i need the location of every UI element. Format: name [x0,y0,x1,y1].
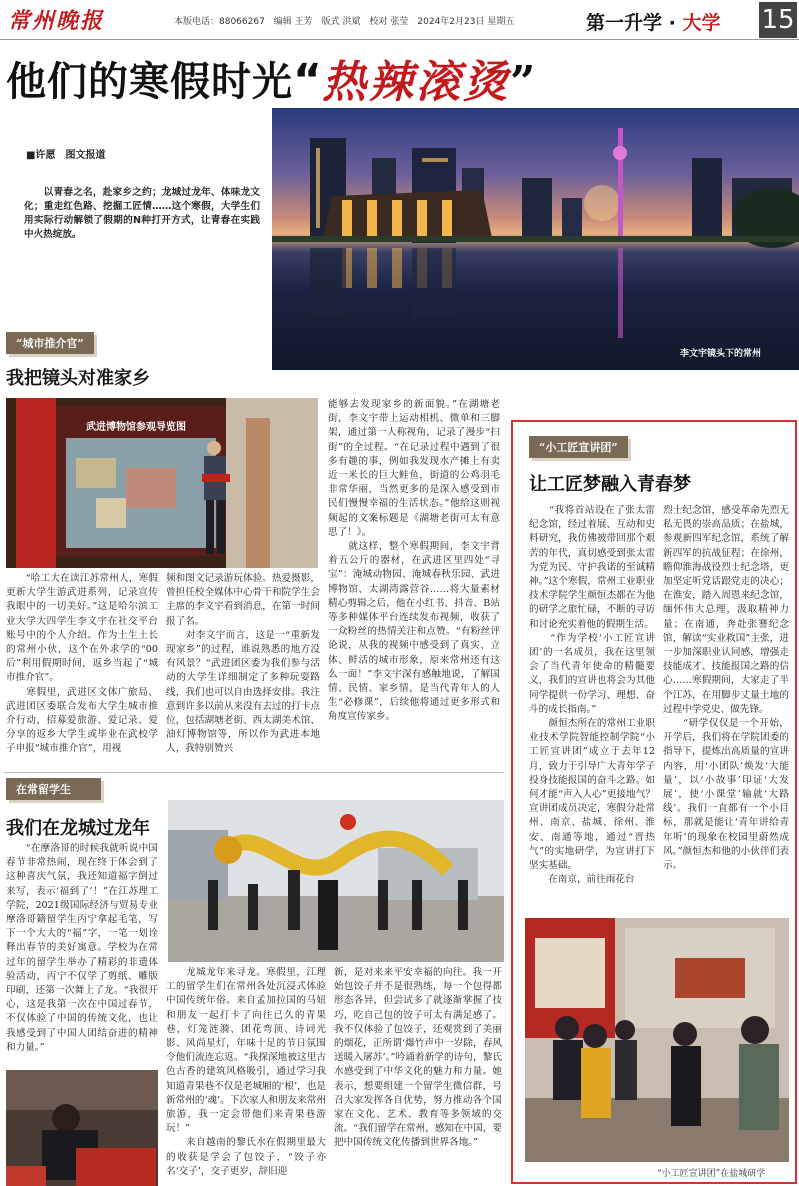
headline [6,50,323,107]
students-illustration [525,918,789,1162]
section2-col1: “在摩洛哥的时候我就听说中国春节非常热闹，现在终于体会到了这种喜庆气氛，我还知道福字倒过来写，表示‘福到了’！”在江苏理工学院，2021级国际经济与贸易专业摩洛哥籍留学生丙宁拿起毛笔，写下一个大大的“福”字，一笔一划诠释出春节的美好寓意。学校为在常过年的留学生举办了精彩的非遗体验活动，丙宁不仅学了剪纸、雕版印刷，还第一次舞上了龙。“我很开心，这是我第一次在中国过春节，不仅体验了中国的传统文化，也让我感受到了中国人团结奋进的精神和力量。” [6,843,158,1053]
section1-col3: 能够去发现家乡的新面貌。”在湖塘老街，李文宇带上运动相机、微单和三脚架，通过第一人称视角，记录了漫步“扫街”的全过程。“在记录过程中遇到了很多有趣的事，例如我发现水产摊上有卖近一米长的巨大鲑鱼，街道的公鸡羽毛非常华丽，当然更多的是深入感受到市民们慢慢幸福的生活状态。”他给这则视频起的文案标题是《湖塘老街可太有意思了！》。 就这样，整个寒假期间，李文宇背着五公斤的器材，在武进区里四处“寻宝”：淹城动物园、淹城春秋乐园、武进博物馆、太湖湾露营谷……将大量素材精心剪辑之后，他在小红书、抖音、B站等多种媒体平台连续发布视频，收获了一众粉丝的热情关注和点赞。“有粉丝评论说，从我的视频中感受到了真实、立体、鲜活的城市形象，原来常州还有这么一面！”李文宇深有感触地说，了解国情、民情、家乡情，是当代青年人的人生“必修课”，后续他将通过更多形式和角度宣传家乡。 [328,399,500,723]
headline-highlight [322,46,538,110]
section3-title: 让工匠梦融入青春梦 [529,474,691,495]
section-prefix: 第一升学 · [586,12,683,34]
students-photo-caption: “小工匠宣讲团”在盐城研学 [657,1169,766,1179]
museum-photo [6,398,318,568]
page-info: 本版电话：88066267 编辑 王芳 版式 洪斌 校对 张莹 2024年2月23日 星期五 [174,17,515,27]
skyline-illustration [272,108,799,370]
headline-open-quote: “ [293,55,323,106]
section3-tag: “小工匠宣讲团” [529,436,628,458]
section2-title: 我们在龙城过龙年 [6,818,150,839]
headline-red-text: 热辣滚烫 [322,57,510,108]
calligraphy-photo [6,1070,158,1186]
intro-text: 以青春之名，赴家乡之约；龙城过龙年、体味龙文化；重走红色路、挖掘工匠情……这个寒假，大学生们用实际行动解锁了假期的N种打开方式，让青春在实践中火热绽放。 [24,187,260,240]
section2-col2: 龙城龙年来寻龙。寒假里，江理工的留学生们在常州各处沉浸式体验中国传统年俗。来自孟加拉国的马妞和朋友一起打卡了向往已久的青果巷，灯笼涟漪、团花弯顶、诗词光影、风尚星灯，年味十足的节日氛围令他们流连忘返。“我探深地被这里古色古香的建筑风格吸引，通过学习我知道青果巷不仅是老城厢的‘根’，也是新常州的‘魂’。下次家人和朋友来常州旅游，我一定会带他们来青果巷游玩！” 来自越南的黎氏水在假期里最大的收获是学会了包饺子，“饺子亦名‘交子’，交子更岁，辞旧迎 [166,967,326,1177]
section1-col2: 频和图文记录游玩体验。热爱摄影，曾担任校全媒体中心骨干和院学生会主席的李文宇看到消息，在第一时间报了名。 对李文宇而言，这是一“重新发现家乡”的过程，谁说熟悉的地方没有风景？“武进团区委为我们参与活动的大学生详细制定了多种玩耍路线，我们也可以自由选择安排。我注意到许多以前从来没有去过的打卡点位，包括湖塘老街、西太湖美术馆、油灯博物馆等，所以作为武进本地人，我特别赞兴 [166,573,320,755]
section1-title: 我把镜头对准家乡 [6,368,150,389]
newspaper-logo: 常州晚报 [8,8,105,34]
section-name [586,8,720,35]
headline-close-quote: ” [510,57,539,108]
section1-col1: “哈工大在读江苏常州人，寒假更新大学生游武进系列，记录宣传我眼中的一切美好。”这是哈尔滨工业大学大四学生李文宇在社交平台账号中的个人介绍。作为土生土长的常州小伙，这个在外求学的“00后”利用假期时间，返乡当起了“城市推介官”。 寒假里，武进区文体广旅局、武进团区委联合发布大学生城市推介行动，招募爱旅游、爱记录、爱分享的返乡大学生或毕业在武校学子申报“城市推介官”，用视 [6,573,158,755]
page-number: 15 [759,2,797,38]
students-photo [525,918,789,1162]
museum-board-title: 武进博物馆参观导览图 [86,422,186,433]
section2-col3: 新，是对来来平安幸福的向往。我一开始包饺子并不是很熟练，每一个包得都形态各异，但尝试多了就逐渐掌握了技巧，吃自己包的饺子可太有满足感了。我不仅体验了包饺子，还观赏到了美丽的烟花，正所谓‘爆竹声中一岁除，春风送暖入屠苏’。”吟诵着新学的诗句，黎氏水感受到了中华文化的魅力和力量。她表示，想要组建一个留学生微信群，号召大家发挥各自优势，努力推动各个国家在文化、艺术、教育等多领域的交流。“我们留学在常州，感知在中国，要把中国传统文化传播到世界各地。” [334,967,502,1149]
section3-col1: “我将首站设在了张太雷纪念馆，经过着展、互动和史料研究，我仿佛被带回那个艰苦的年代，真切感受到张太雷为党为民、守护我诺的至诚精神。”这个寒假，常州工业职业技术学院学生颜恒杰都在为他的研学之旅忙碌，不断的寻访和讨论充实着他的假期生活。 “作为学校‘小工匠宣讲团’的一名成员，我在这里领会了当代青年使命的精髓要义，我们的宣讲也将会为其他同学提供一份学习、理想、奋斗的成长指南。” 颜恒杰所在的常州工业职业技术学院智能控制学院“小工匠宣讲团”成立于去年12月，致力于引导广大青年学子投身技能报国的奋斗之路。如何才能“声入人心”更接地气？宣讲团成员决定，寒假分赴常州、南京、盐城、徐州、淮安、南通等地，通过“晋热气”的实地研学，为宣讲打下坚实基础。 在南京，前往雨花台 [529,505,655,886]
skyline-photo [272,108,799,370]
calligraphy-illustration [6,1070,158,1186]
section1-tag: “城市推介官” [6,332,94,354]
headline-main: 他们的寒假时光 [6,59,293,105]
section3-col2: 烈士纪念馆，感受革命先烈无私无畏的崇高品质；在盐城，参观新四军纪念馆，系统了解新四军的抗战征程；在徐州，瞻仰淮海战役烈士纪念塔，更加坚定听党话跟党走的决心；在淮安，踏入周恩来纪念馆，缅怀伟大总理，汲取精神力量；在南通，奔赴张謇纪念馆，解读“实业救国”主张，进一步加深职业认同感，增强走技能成才、技能报国之路的信心……寒假期间，大家走了半个江苏，在用脚步丈量土地的过程中学党史、做先锋。 “研学仅仅是一个开始，开学后，我们将在学院团委的指导下，提炼出高质量的宣讲内容，用‘小团队’焕发‘大能量’，以‘小故事’印证‘大发展’，使‘小课堂’输就‘大路线’。我们一直都有一个小目标，那就是能让‘青年讲给青年听’的现象在校园里蔚然成风。”颜恒杰和他的小伙伴们表示。 [663,505,789,872]
section2-tag: 在常留学生 [6,778,101,800]
section-red: 大学 [682,12,721,34]
section-divider [4,772,504,773]
byline: ■许愿 图文报道 [26,150,106,161]
dragon-illustration [168,800,504,962]
skyline-caption: 李文宇镜头下的常州 [680,349,762,359]
dragon-dance-photo [168,800,504,962]
